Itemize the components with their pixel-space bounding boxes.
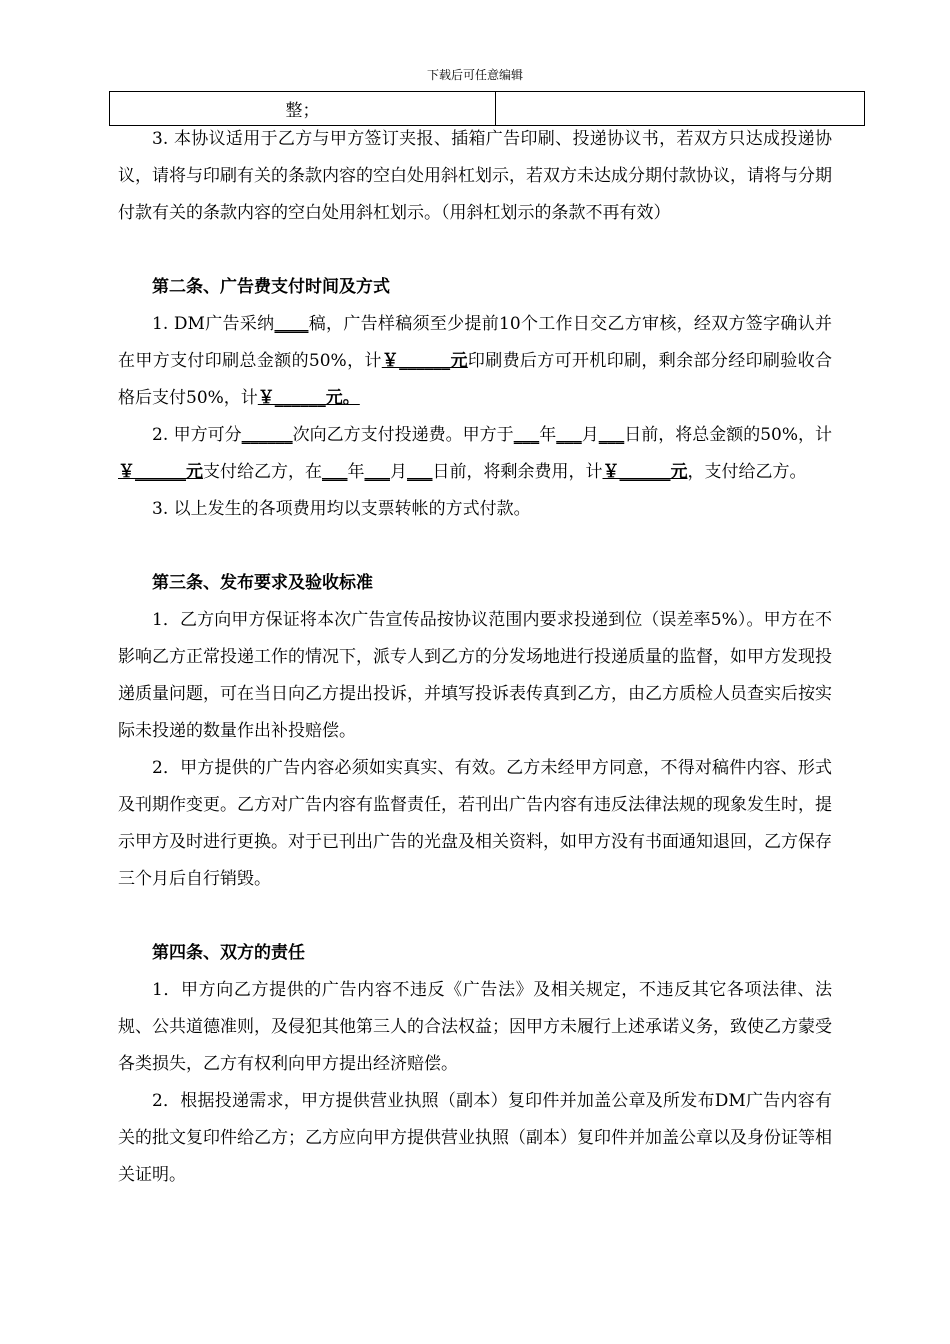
paragraph: 3. 以上发生的各项费用均以支票转帐的方式付款。 (152, 499, 531, 519)
article-3-heading: 第三条、发布要求及验收标准 (152, 573, 373, 593)
blank-field: ___ (513, 425, 540, 445)
amount-blank: ￥______元 (381, 351, 468, 371)
paragraph: 2．甲方提供的广告内容必须如实真实、有效。乙方未经甲方同意，不得对稿件内容、形式及刊期作变更。乙方对广告内容有监督责任，若刊出广告内容有违反法律法规的现象发生时，提示甲方及时进行更换。对于已刊出广告的光盘及相关资料，如甲方没有书面通知退回，乙方保存三个月后自行销毁。 (118, 758, 832, 889)
text: 月 (581, 425, 599, 445)
document-body (118, 121, 832, 1194)
text: 1. DM广告采纳 (152, 314, 275, 334)
amount-blank: ￥______元 (602, 462, 688, 482)
page-header: 下载后可任意编辑 (426, 68, 523, 82)
blank-field: ______ (241, 425, 293, 445)
paragraph (118, 417, 832, 491)
paragraph: 1．甲方向乙方提供的广告内容不违反《广告法》及相关规定，不违反其它各项法律、法规、公共道德准则，及侵犯其他第三人的合法权益；因甲方未履行上述承诺义务，致使乙方蒙受各类损失，乙方有权利向甲方提出经济赔偿。 (118, 980, 832, 1074)
text: 日前，将剩余费用，计 (432, 462, 603, 482)
blank-field: ___ (322, 462, 348, 482)
paragraph: 3. 本协议适用于乙方与甲方签订夹报、插箱广告印刷、投递协议书，若双方只达成投递协议，请将与印刷有关的条款内容的空白处用斜杠划示，若双方未达成分期付款协议，请将与分期付款有关的条款内容的空白处用斜杠划示。（用斜杠划示的条款不再有效） (118, 129, 832, 223)
blank-field: ____ (274, 314, 309, 334)
blank-field: ___ (407, 462, 433, 482)
text: 年 (539, 425, 557, 445)
paragraph: 1．乙方向甲方保证将本次广告宣传品按协议范围内要求投递到位（误差率5%）。甲方在不影响乙方正常投递工作的情况下，派专人到乙方的分发场地进行投递质量的监督，如甲方发现投递质量问题，可在当日向乙方提出投诉，并填写投诉表传真到乙方，由乙方质检人员查实后按实际未投递的数量作出补投赔偿。 (118, 610, 832, 741)
text: ，支付给乙方。 (687, 462, 807, 482)
blank-field: ___ (556, 425, 582, 445)
amount-blank: ￥______元 (118, 462, 203, 482)
article-2-heading: 第二条、广告费支付时间及方式 (152, 277, 390, 297)
blank-field: ___ (598, 425, 625, 445)
text: 次向乙方支付投递费。甲方于 (292, 425, 514, 445)
text: 2. 甲方可分 (152, 425, 242, 445)
paragraph (118, 306, 832, 417)
blank-field: ___ (364, 462, 390, 482)
amount-blank: ￥______元。 (257, 388, 360, 408)
text: 月 (390, 462, 407, 482)
article-4-heading: 第四条、双方的责任 (152, 943, 305, 963)
text: 日前，将总金额的50%，计 (624, 425, 833, 445)
paragraph: 2．根据投递需求，甲方提供营业执照（副本）复印件并加盖公章及所发布DM广告内容有关的批文复印件给乙方；乙方应向甲方提供营业执照（副本）复印件并加盖公章以及身份证等相关证明。 (118, 1091, 832, 1185)
text: 支付给乙方，在 (203, 462, 322, 482)
text: 年 (347, 462, 365, 482)
text: 稿，广告样稿须至少提前10个工作日交乙方审核，经双方签字确认并在甲方支付印刷总金额的50%，计 (118, 314, 832, 371)
table-cell: 整； (110, 92, 496, 126)
text: 印刷费后方可开机印刷，剩余部分经印刷验收合格后支付50%，计 (118, 351, 832, 408)
